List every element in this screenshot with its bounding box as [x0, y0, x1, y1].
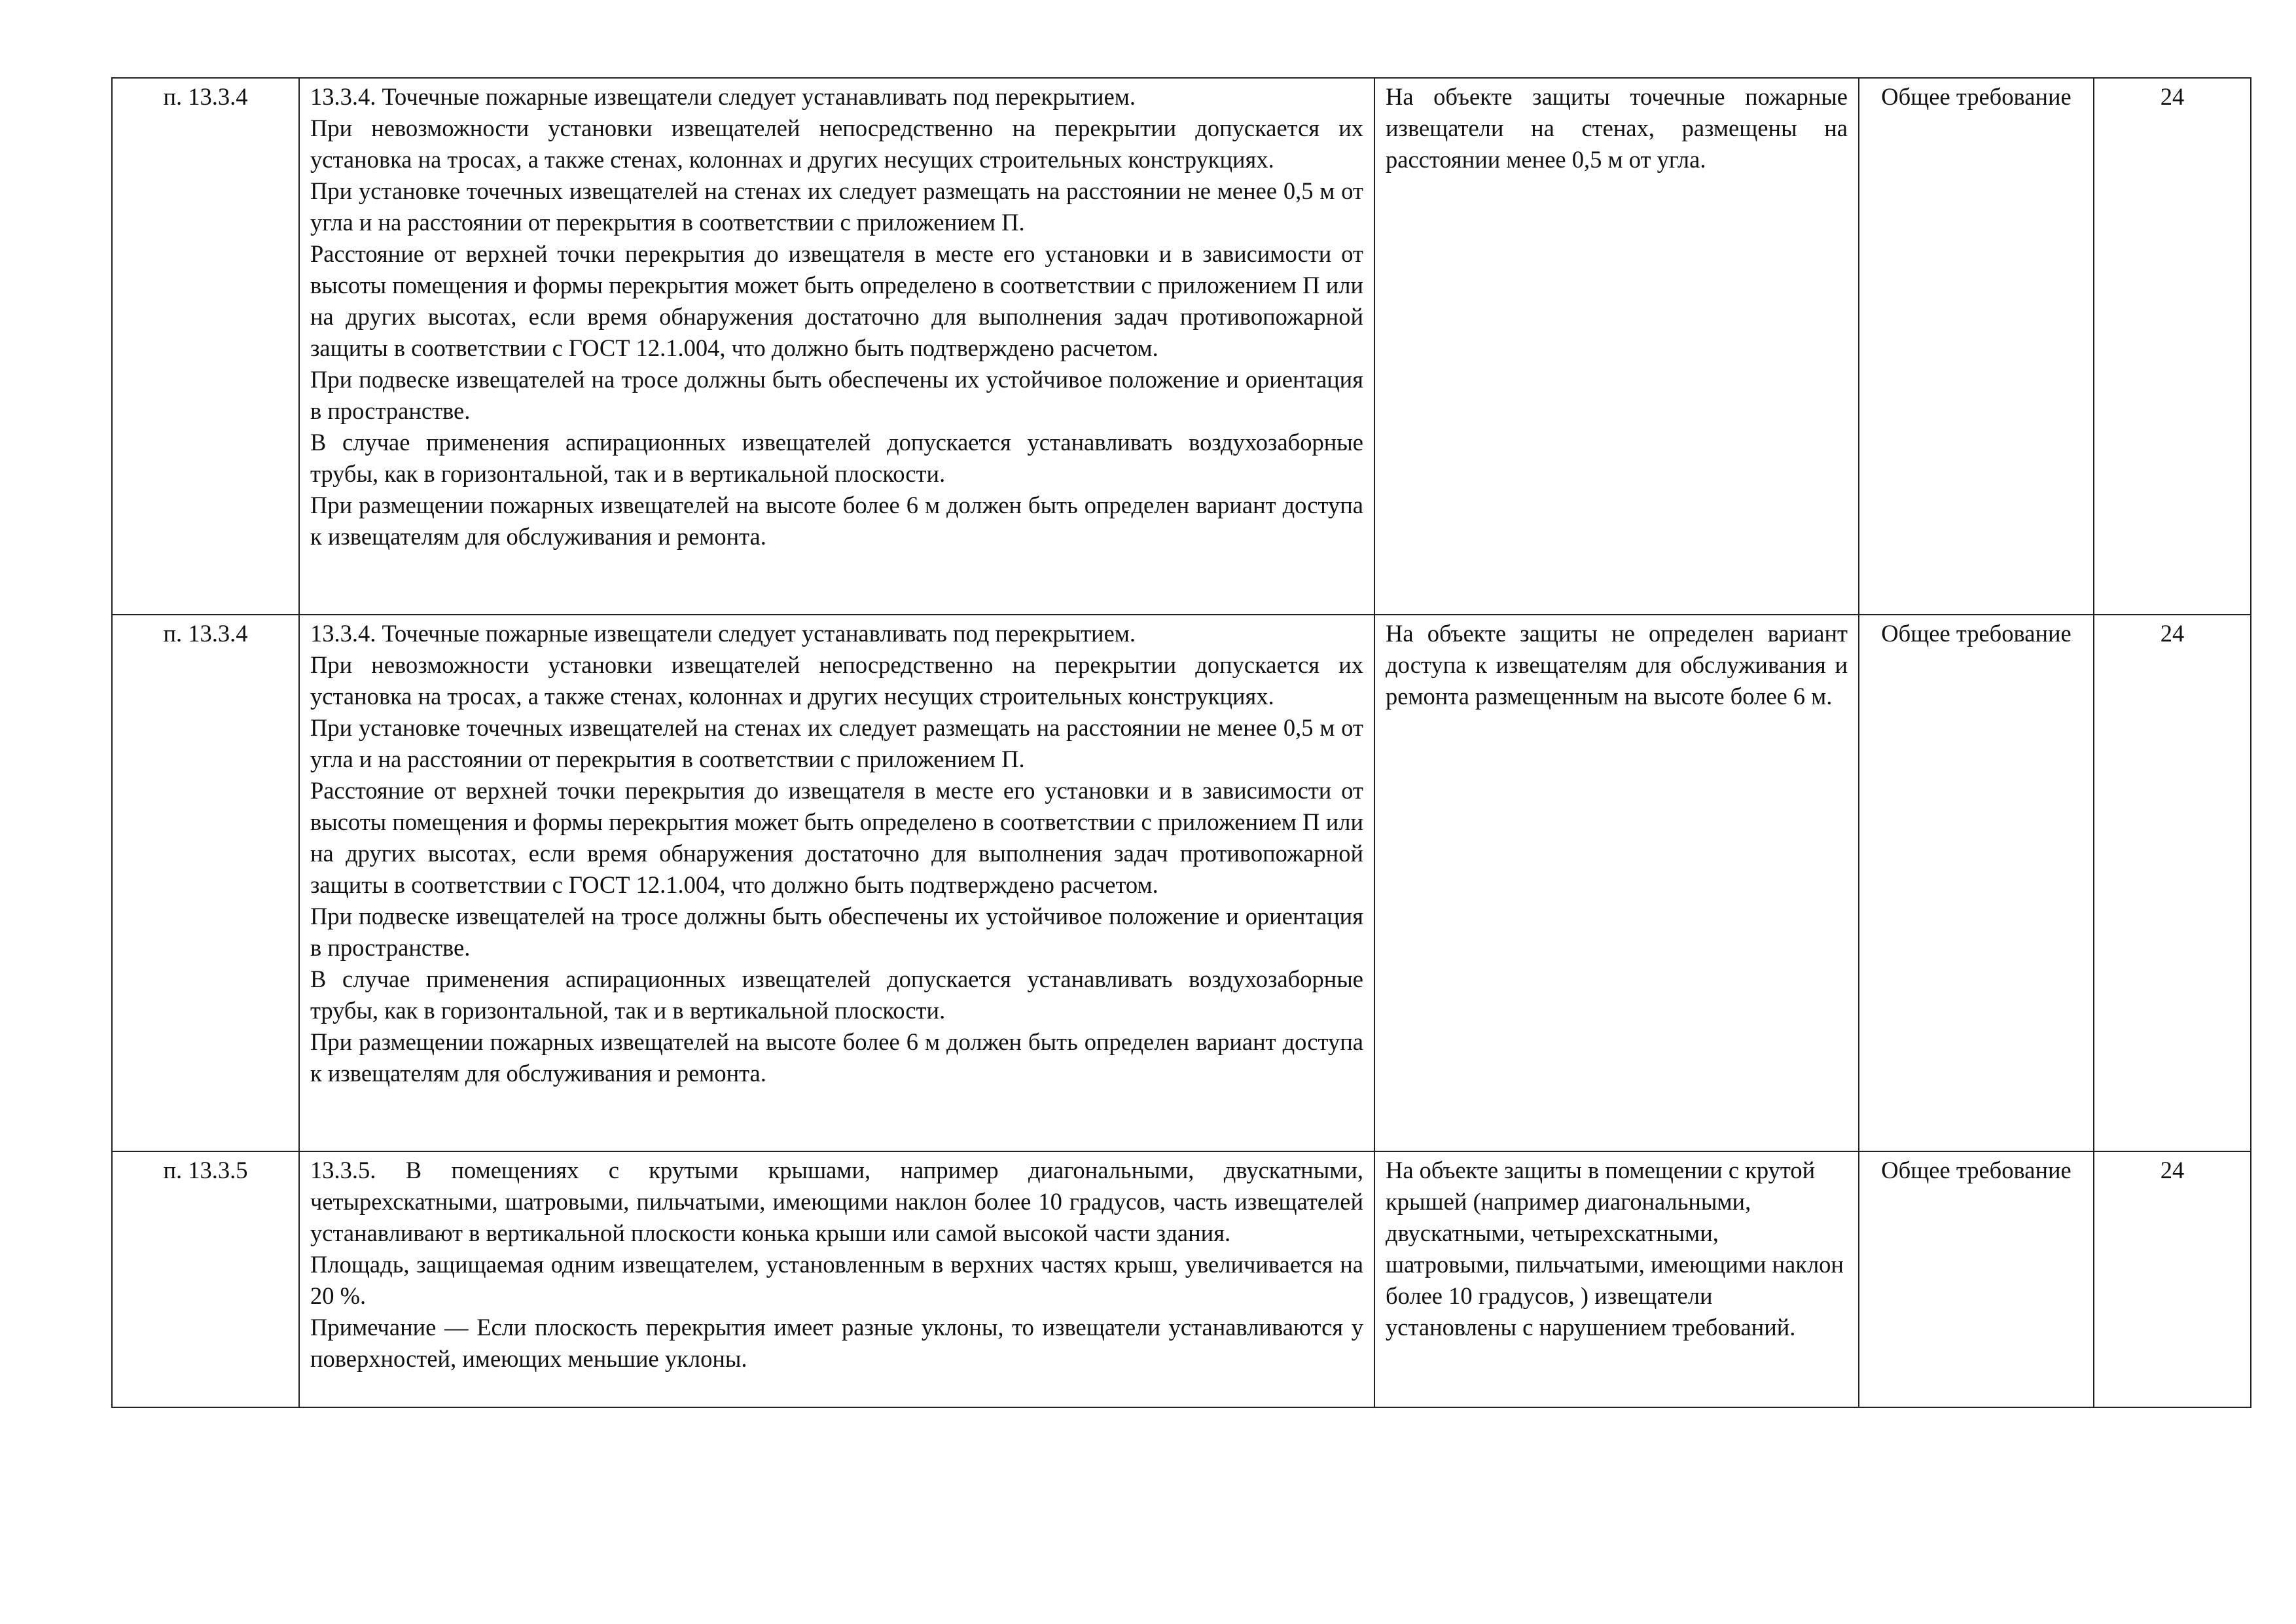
requirement-cell: [299, 1151, 1374, 1407]
requirement-paragraph: При подвеске извещателей на тросе должны быть обеспечены их устойчивое положение и ориентация в пространстве.: [310, 903, 1363, 961]
observation-cell: На объекте защиты не определен вариант доступа к извещателям для обслуживания и ремонта размещенным на высоте более 6 м.: [1374, 615, 1859, 1151]
requirement-paragraph: Площадь, защищаемая одним извещателем, установленным в верхних частях крыш, увеличивается на 20 %.: [310, 1251, 1363, 1309]
requirement-paragraph: При невозможности установки извещателей непосредственно на перекрытии допускается их установка на тросах, а также стенах, колоннах и других несущих строительных конструкциях.: [310, 651, 1363, 710]
requirement-paragraph: 13.3.4. Точечные пожарные извещатели следует устанавливать под перекрытием.: [310, 83, 1136, 110]
requirement-paragraph: Примечание — Если плоскость перекрытия имеет разные уклоны, то извещатели устанавливаются у поверхностей, имеющих меньшие уклоны.: [310, 1314, 1363, 1372]
requirement-paragraph: При установке точечных извещателей на стенах их следует размещать на расстоянии не менее 0,5 м от угла и на расстоянии от перекрытия в соответствии с приложением П.: [310, 714, 1363, 772]
requirement-paragraph: Расстояние от верхней точки перекрытия до извещателя в месте его установки и в зависимости от высоты помещения и формы перекрытия может быть определено в соответствии с приложением П или на других высотах, если время обнаружения достаточно для выполнения задач противопожарной защиты в соответствии с ГОСТ 12.1.004, что должно быть подтверждено расчетом.: [310, 240, 1363, 361]
requirement-cell: [299, 78, 1374, 615]
requirement-paragraph: В случае применения аспирационных извещателей допускается устанавливать воздухозаборные трубы, как в горизонтальной, так и в вертикальной плоскости.: [310, 429, 1363, 487]
page-number-cell: 24: [2094, 78, 2251, 615]
requirements-table: [111, 77, 2251, 1408]
requirement-paragraph: При невозможности установки извещателей непосредственно на перекрытии допускается их установка на тросах, а также стенах, колоннах и других несущих строительных конструкциях.: [310, 115, 1363, 173]
requirement-type-cell: Общее требование: [1859, 78, 2094, 615]
page-number-cell: 24: [2094, 615, 2251, 1151]
table-row: [112, 1151, 2251, 1407]
observation-cell: На объекте защиты в помещении с крутой крышей (например диагональными, двускатными, четырехскатными, шатровыми, пильчатыми, имеющими наклон более 10 градусов, ) извещатели установлены с нарушением требований.: [1374, 1151, 1859, 1407]
clause-cell: п. 13.3.5: [112, 1151, 299, 1407]
requirement-paragraph: 13.3.4. Точечные пожарные извещатели следует устанавливать под перекрытием.: [310, 620, 1136, 647]
table-row: [112, 78, 2251, 615]
requirement-paragraph: При размещении пожарных извещателей на высоте более 6 м должен быть определен вариант доступа к извещателям для обслуживания и ремонта.: [310, 492, 1363, 550]
requirement-paragraph: При размещении пожарных извещателей на высоте более 6 м должен быть определен вариант доступа к извещателям для обслуживания и ремонта.: [310, 1028, 1363, 1087]
requirement-type-cell: Общее требование: [1859, 1151, 2094, 1407]
requirement-paragraph: Расстояние от верхней точки перекрытия до извещателя в месте его установки и в зависимости от высоты помещения и формы перекрытия может быть определено в соответствии с приложением П или на других высотах, если время обнаружения достаточно для выполнения задач противопожарной защиты в соответствии с ГОСТ 12.1.004, что должно быть подтверждено расчетом.: [310, 777, 1363, 898]
requirement-paragraph: В случае применения аспирационных извещателей допускается устанавливать воздухозаборные трубы, как в горизонтальной, так и в вертикальной плоскости.: [310, 965, 1363, 1024]
clause-cell: п. 13.3.4: [112, 615, 299, 1151]
requirement-paragraph: При подвеске извещателей на тросе должны быть обеспечены их устойчивое положение и ориентация в пространстве.: [310, 366, 1363, 424]
requirement-type-cell: Общее требование: [1859, 615, 2094, 1151]
table-row: [112, 615, 2251, 1151]
requirement-cell: [299, 615, 1374, 1151]
page-number-cell: 24: [2094, 1151, 2251, 1407]
clause-cell: п. 13.3.4: [112, 78, 299, 615]
observation-cell: На объекте защиты точечные пожарные извещатели на стенах, размещены на расстоянии менее 0,5 м от угла.: [1374, 78, 1859, 615]
requirement-paragraph: 13.3.5. В помещениях с крутыми крышами, например диагональными, двускатными, четырехскатными, шатровыми, пильчатыми, имеющими наклон более 10 градусов, часть извещателей устанавливают в вертикальной плоскости конька крыши или самой высокой части здания.: [310, 1157, 1363, 1246]
requirement-paragraph: При установке точечных извещателей на стенах их следует размещать на расстоянии не менее 0,5 м от угла и на расстоянии от перекрытия в соответствии с приложением П.: [310, 177, 1363, 236]
